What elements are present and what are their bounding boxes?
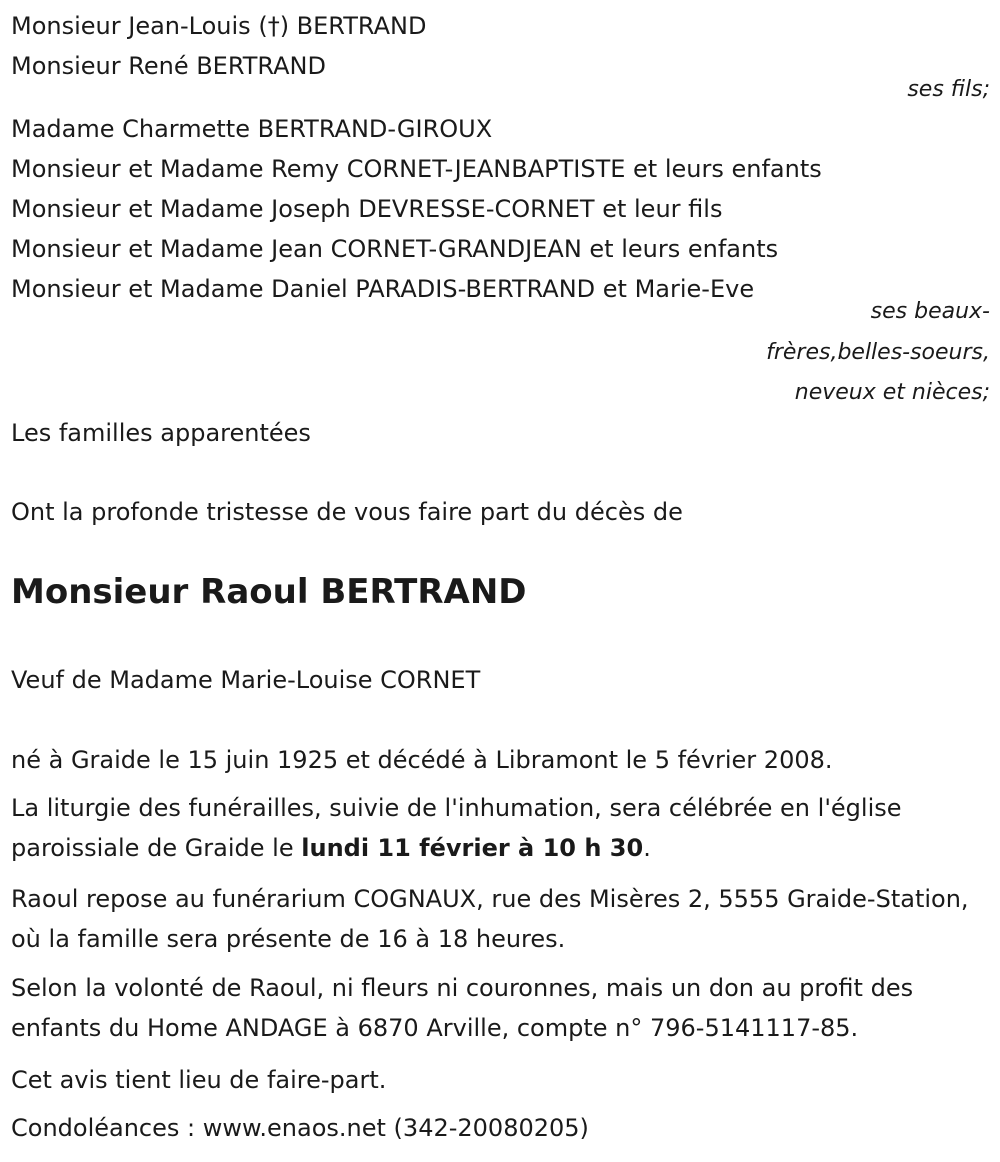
sons-label: ses fils; xyxy=(907,77,990,102)
relative-line-5: Monsieur et Madame Daniel PARADIS-BERTRAND et Marie-Eve xyxy=(11,275,755,303)
relative-line-3: Monsieur et Madame Joseph DEVRESSE-CORNET et leur fils xyxy=(11,195,723,223)
relative-line-4: Monsieur et Madame Jean CORNET-GRANDJEAN et leurs enfants xyxy=(11,235,779,263)
son-line-2: Monsieur René BERTRAND xyxy=(11,52,326,80)
birth-death-line: né à Graide le 15 juin 1925 et décédé à Libramont le 5 février 2008. xyxy=(11,746,833,774)
son-line-1 xyxy=(11,12,426,40)
relative-line-2: Monsieur et Madame Remy CORNET-JEANBAPTISTE et leurs enfants xyxy=(11,155,822,183)
widower-line: Veuf de Madame Marie-Louise CORNET xyxy=(11,666,481,694)
notice-line: Cet avis tient lieu de faire-part. xyxy=(11,1066,387,1094)
son-1-suffix: ) BERTRAND xyxy=(279,12,427,40)
families-line: Les familles apparentées xyxy=(11,419,311,447)
relatives-label-3: neveux et nièces; xyxy=(794,380,990,405)
deceased-name: Monsieur Raoul BERTRAND xyxy=(11,572,527,612)
son-1-prefix: Monsieur Jean-Louis ( xyxy=(11,12,268,40)
rest-paragraph: Raoul repose au funérarium COGNAUX, rue des Misères 2, 5555 Graide-Station, où la famille sera présente de 16 à 18 heures. xyxy=(11,885,969,953)
relatives-label-1: ses beaux- xyxy=(870,299,990,324)
funeral-end: . xyxy=(643,834,651,862)
condolences-line: Condoléances : www.enaos.net (342-20080205) xyxy=(11,1114,589,1142)
announcement-line: Ont la profonde tristesse de vous faire part du décès de xyxy=(11,498,683,526)
wishes-paragraph: Selon la volonté de Raoul, ni fleurs ni couronnes, mais un don au profit des enfants du Home ANDAGE à 6870 Arville, compte n° 796-5141117-85. xyxy=(11,974,914,1042)
funeral-paragraph xyxy=(11,788,991,868)
relatives-label-2: frères,belles-soeurs, xyxy=(766,340,990,365)
relative-line-1: Madame Charmette BERTRAND-GIROUX xyxy=(11,115,493,143)
cross-icon: † xyxy=(267,12,280,40)
funeral-text: La liturgie des funérailles, suivie de l'inhumation, sera célébrée en l'église paroissiale de Graide le xyxy=(11,794,902,862)
funeral-date: lundi 11 février à 10 h 30 xyxy=(301,834,644,862)
